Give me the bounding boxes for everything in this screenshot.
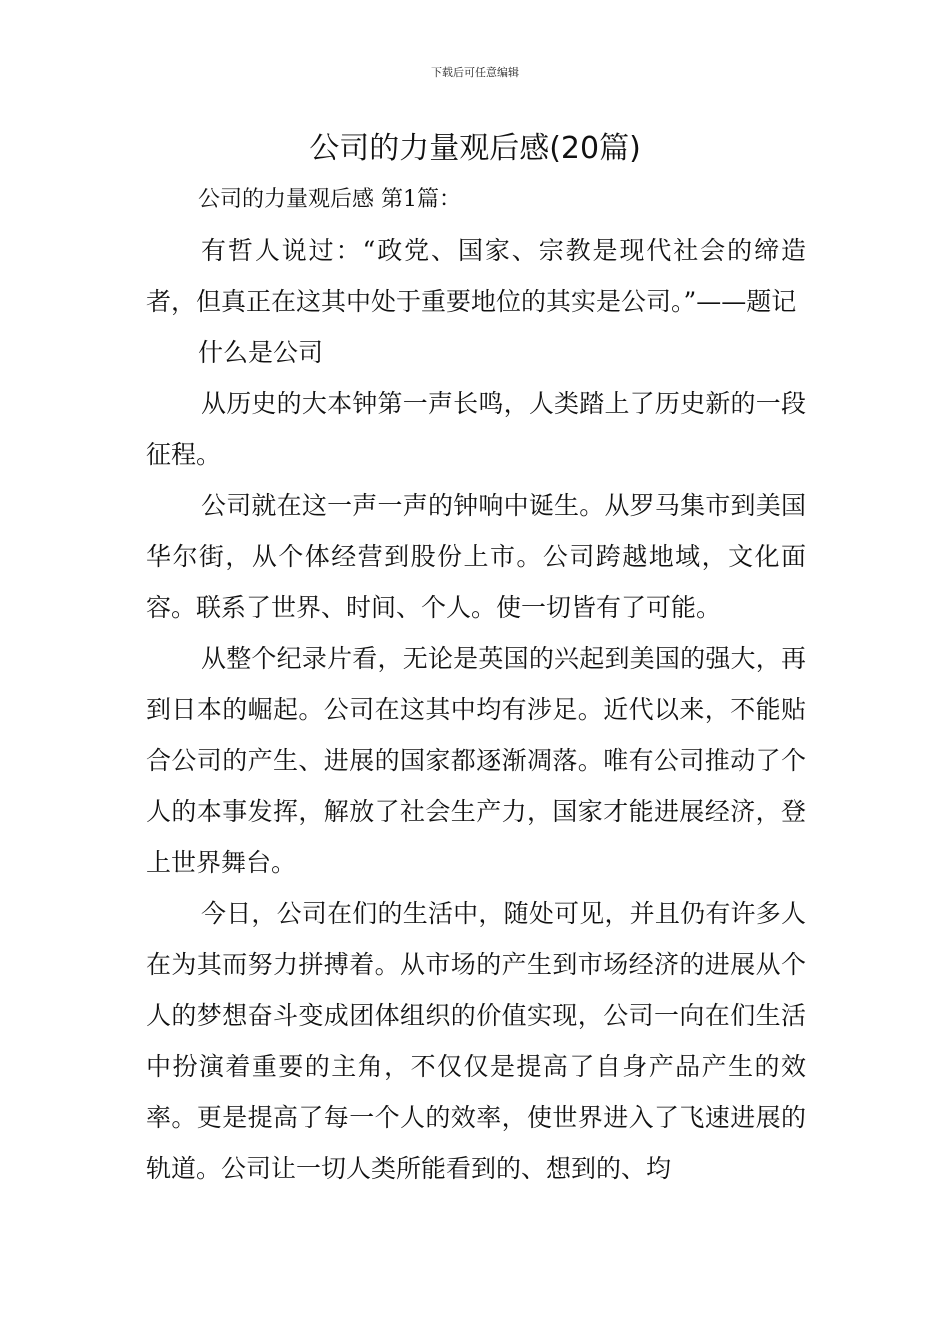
paragraph: 从整个纪录片看，无论是英国的兴起到美国的强大，再到日本的崛起。公司在这其中均有涉足。近代以来，不能贴合公司的产生、进展的国家都逐渐凋落。唯有公司推动了个人的本事发挥，解放了社会生产力，国家才能进展经济，登上世界舞台。 (146, 644, 806, 877)
paragraph: 今日，公司在们的生活中，随处可见，并且仍有许多人在为其而努力拼搏着。从市场的产生到市场经济的进展从个人的梦想奋斗变成团体组织的价值实现，公司一向在们生活中扮演着重要的主角，不仅仅是提高了自身产品产生的效率。更是提高了每一个人的效率，使世界进入了飞速进展的轨道。公司让一切人类所能看到的、想到的、均 (146, 899, 806, 1183)
paragraph: 公司就在这一声一声的钟响中诞生。从罗马集市到美国华尔街，从个体经营到股份上市。公司跨越地域，文化面容。联系了世界、时间、个人。使一切皆有了可能。 (146, 491, 806, 622)
part-heading: 公司的力量观后感 第1篇： (198, 187, 461, 212)
paragraph-epigraph: 有哲人说过：“政党、国家、宗教是现代社会的缔造者，但真正在这其中处于重要地位的其实是公司。”——题记 (146, 236, 806, 316)
document-body (146, 174, 806, 1194)
section-subheading: 什么是公司 (198, 338, 324, 367)
document-title: 公司的力量观后感(20篇) (309, 131, 641, 166)
paragraph: 从历史的大本钟第一声长鸣，人类踏上了历史新的一段征程。 (146, 389, 806, 469)
header-note: 下载后可任意编辑 (431, 66, 519, 79)
